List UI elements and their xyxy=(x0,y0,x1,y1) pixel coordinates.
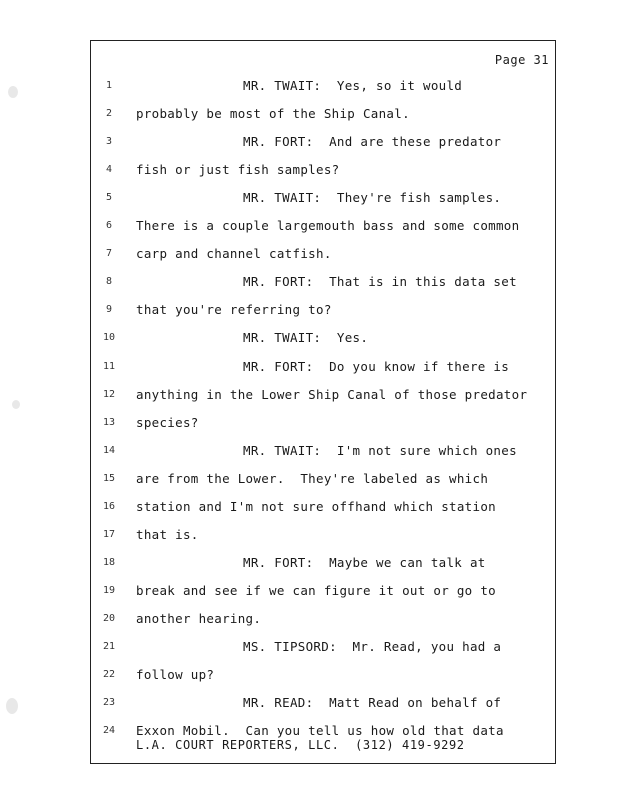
transcript-page xyxy=(90,40,556,764)
line-text: MR. TWAIT: I'm not sure which ones xyxy=(243,442,517,458)
line-text: carp and channel catfish. xyxy=(136,246,332,262)
transcript-line xyxy=(91,612,551,640)
transcript-line xyxy=(91,584,551,612)
line-number: 5 xyxy=(105,192,113,204)
line-text: fish or just fish samples? xyxy=(136,162,340,178)
line-number: 13 xyxy=(102,416,116,428)
line-number: 2 xyxy=(105,108,113,120)
line-number: 4 xyxy=(105,164,113,176)
transcript-line xyxy=(91,135,551,163)
line-text: There is a couple largemouth bass and some common xyxy=(136,218,520,234)
line-text: MR. FORT: That is in this data set xyxy=(243,274,517,290)
line-number: 8 xyxy=(105,276,113,288)
line-number: 19 xyxy=(102,584,116,596)
line-text: MR. FORT: Maybe we can talk at xyxy=(243,554,486,570)
line-text: MR. TWAIT: They're fish samples. xyxy=(243,190,502,206)
line-text: MS. TIPSORD: Mr. Read, you had a xyxy=(243,639,502,654)
line-number: 21 xyxy=(102,641,116,652)
transcript-line xyxy=(91,416,551,444)
line-text: MR. FORT: And are these predator xyxy=(243,134,502,150)
line-text: another hearing. xyxy=(136,610,262,626)
line-text: MR. TWAIT: Yes. xyxy=(243,330,369,346)
transcript-line xyxy=(91,219,551,247)
line-number: 6 xyxy=(105,220,113,232)
line-text: anything in the Lower Ship Canal of those predator xyxy=(136,386,528,402)
transcript-line xyxy=(91,668,551,696)
line-number: 1 xyxy=(105,80,113,91)
line-number: 20 xyxy=(102,612,116,624)
scan-smudge xyxy=(8,86,18,98)
line-number: 24 xyxy=(102,725,116,737)
line-text: MR. FORT: Do you know if there is xyxy=(243,358,510,374)
line-number: 22 xyxy=(102,669,116,681)
line-text: MR. TWAIT: Yes, so it would xyxy=(243,78,463,93)
transcript-line xyxy=(91,247,551,275)
line-number: 7 xyxy=(105,248,113,260)
line-number: 16 xyxy=(102,500,116,512)
line-text: MR. READ: Matt Read on behalf of xyxy=(243,695,502,711)
line-text: species? xyxy=(136,414,199,430)
transcript-line xyxy=(91,500,551,528)
transcript-line xyxy=(91,528,551,556)
transcript-line xyxy=(91,191,551,219)
transcript-line xyxy=(91,696,551,724)
line-text: follow up? xyxy=(136,667,215,683)
transcript-line xyxy=(91,331,551,359)
line-text: are from the Lower. They're labeled as which xyxy=(136,470,489,486)
scan-smudge xyxy=(6,698,18,714)
transcript-line xyxy=(91,556,551,584)
transcript-line xyxy=(91,275,551,303)
line-number: 3 xyxy=(105,136,113,148)
transcript-line xyxy=(91,360,551,388)
line-text: station and I'm not sure offhand which station xyxy=(136,498,496,514)
transcript-line xyxy=(91,163,551,191)
line-text: probably be most of the Ship Canal. xyxy=(136,106,410,122)
scan-smudge xyxy=(12,400,20,409)
transcript-line xyxy=(91,388,551,416)
transcript-line xyxy=(91,640,551,668)
transcript-line xyxy=(91,107,551,135)
line-number: 11 xyxy=(102,360,116,372)
line-number: 14 xyxy=(102,444,116,456)
line-number: 17 xyxy=(102,528,116,540)
line-text: that is. xyxy=(136,526,199,542)
line-number: 10 xyxy=(102,332,116,344)
line-number: 9 xyxy=(105,304,113,316)
transcript-line xyxy=(91,303,551,331)
line-text: that you're referring to? xyxy=(136,302,332,318)
transcript-line xyxy=(91,472,551,500)
line-number: 12 xyxy=(102,388,116,400)
line-text: break and see if we can figure it out or go to xyxy=(136,582,496,598)
transcript-line xyxy=(91,444,551,472)
line-number: 18 xyxy=(102,556,116,568)
line-number: 15 xyxy=(102,472,116,484)
page-number: Page 31 xyxy=(494,53,549,67)
line-text: Exxon Mobil. Can you tell us how old that data xyxy=(136,723,504,739)
court-reporter-footer: L.A. COURT REPORTERS, LLC. (312) 419-9292 xyxy=(136,738,465,752)
line-number: 23 xyxy=(102,697,116,709)
transcript-line xyxy=(91,79,551,107)
